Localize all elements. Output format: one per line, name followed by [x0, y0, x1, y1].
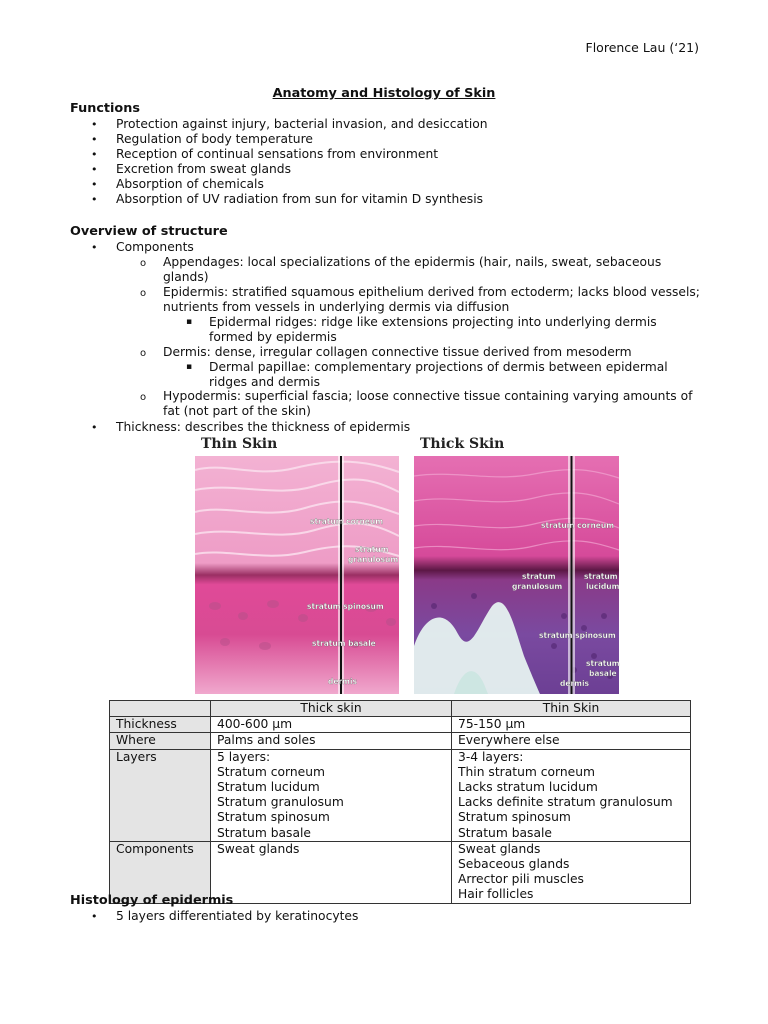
- functions-heading: Functions: [70, 101, 140, 116]
- thick-cell: [211, 749, 452, 841]
- thick-label-spinosum: stratum spinosum: [539, 631, 616, 640]
- document-title: Anatomy and Histology of Skin: [272, 86, 496, 101]
- cell-text: Sweat glands: [458, 841, 541, 856]
- list-item: Reception of continual sensations from environment: [116, 147, 439, 161]
- bullet-glyph: •: [91, 178, 98, 191]
- row-label: Where: [110, 733, 211, 749]
- cell-text: Lacks definite stratum granulosum: [458, 795, 673, 810]
- skin-comparison-table: [109, 700, 691, 904]
- thin-label-corneum: stratum corneum: [310, 517, 384, 526]
- thin-label-dermis: dermis: [328, 677, 358, 686]
- thick-label-basale-1: stratum: [586, 659, 620, 668]
- list-item-cont: fat (not part of the skin): [163, 404, 311, 418]
- thin-label-basale: stratum basale: [312, 639, 376, 648]
- list-item: Thickness: describes the thickness of epidermis: [116, 420, 411, 434]
- row-label: Layers: [110, 749, 211, 841]
- thin-cell: [452, 733, 691, 749]
- cell-text: Hair follicles: [458, 887, 534, 902]
- list-item: Absorption of chemicals: [116, 177, 264, 191]
- cell-text: Stratum basale: [217, 825, 311, 840]
- list-item-cont: formed by epidermis: [209, 330, 337, 344]
- thick-label-dermis: dermis: [560, 679, 590, 688]
- cell-text: Stratum spinosum: [217, 810, 330, 825]
- thick-skin-figure: [414, 436, 628, 696]
- list-item: Dermal papillae: complementary projections of dermis between epidermal: [209, 360, 668, 374]
- cell-text: 5 layers:: [217, 749, 271, 764]
- table-row: [110, 749, 691, 841]
- histology-heading: Histology of epidermis: [70, 893, 234, 908]
- thick-label-granulosum-2: granulosum: [512, 582, 563, 591]
- square-glyph: ▪: [186, 317, 193, 327]
- thick-cell: [211, 717, 452, 733]
- cell-text: Stratum spinosum: [458, 810, 571, 825]
- thick-cell: [211, 841, 452, 903]
- author-header: Florence Lau (‘21): [585, 40, 699, 55]
- thin-label-granulosum-1: stratum: [355, 545, 389, 554]
- cell-text: Sweat glands: [217, 841, 300, 856]
- cell-text: 400-600 µm: [217, 717, 293, 732]
- cell-text: Arrector pili muscles: [458, 872, 584, 887]
- bullet-glyph: •: [91, 133, 98, 146]
- overview-heading: Overview of structure: [70, 224, 228, 239]
- bullet-glyph: •: [91, 241, 98, 254]
- thin-skin-figure: [195, 436, 409, 696]
- thick-skin-micrograph: [414, 456, 628, 694]
- row-label: Components: [110, 841, 211, 903]
- cell-text: Stratum basale: [458, 825, 552, 840]
- table-row: [110, 717, 691, 733]
- thin-cell: [452, 749, 691, 841]
- table-header-thin: Thin Skin: [452, 701, 691, 717]
- list-item: Absorption of UV radiation from sun for vitamin D synthesis: [116, 192, 484, 206]
- table-header-thick: Thick skin: [211, 701, 452, 717]
- square-glyph: ▪: [186, 362, 193, 372]
- cell-text: Stratum granulosum: [217, 795, 344, 810]
- cell-text: 75-150 µm: [458, 717, 526, 732]
- bullet-glyph: •: [91, 163, 98, 176]
- bullet-glyph: •: [91, 148, 98, 161]
- cell-text: Palms and soles: [217, 733, 316, 748]
- list-item: 5 layers differentiated by keratinocytes: [116, 909, 359, 923]
- list-item: Hypodermis: superficial fascia; loose connective tissue containing varying amounts of: [163, 389, 693, 403]
- bullet-glyph: •: [91, 421, 98, 434]
- list-item-cont: ridges and dermis: [209, 375, 321, 389]
- circle-glyph: o: [140, 258, 147, 269]
- list-item-cont: glands): [163, 270, 209, 284]
- thin-label-granulosum-2: granulosum: [348, 555, 399, 564]
- list-item: Appendages: local specializations of the epidermis (hair, nails, sweat, sebaceous: [163, 255, 662, 269]
- thick-label-lucidum-1: stratum: [584, 572, 618, 581]
- thick-label-basale-2: basale: [589, 669, 617, 678]
- row-label: Thickness: [110, 717, 211, 733]
- cell-text: Everywhere else: [458, 733, 560, 748]
- thin-cell: [452, 841, 691, 903]
- list-item: Epidermal ridges: ridge like extensions projecting into underlying dermis: [209, 315, 657, 329]
- cell-text: Stratum lucidum: [217, 780, 320, 795]
- list-item: Regulation of body temperature: [116, 132, 313, 146]
- bullet-glyph: •: [91, 910, 98, 923]
- circle-glyph: o: [140, 288, 147, 299]
- cell-text: Sebaceous glands: [458, 857, 570, 872]
- cell-text: Lacks stratum lucidum: [458, 780, 598, 795]
- thin-cell: [452, 717, 691, 733]
- thick-label-granulosum-1: stratum: [522, 572, 556, 581]
- thick-label-lucidum-2: lucidum: [586, 582, 620, 591]
- list-item: Components: [116, 240, 194, 254]
- table-row: [110, 733, 691, 749]
- thick-cell: [211, 733, 452, 749]
- list-item: Epidermis: stratified squamous epithelium derived from ectoderm; lacks blood vessels;: [163, 285, 700, 299]
- thick-label-corneum: stratum corneum: [541, 521, 615, 530]
- bullet-glyph: •: [91, 193, 98, 206]
- list-item-cont: nutrients from vessels in underlying dermis via diffusion: [163, 300, 510, 314]
- bullet-glyph: •: [91, 118, 98, 131]
- thin-label-spinosum: stratum spinosum: [307, 602, 384, 611]
- list-item: Excretion from sweat glands: [116, 162, 291, 176]
- table-header-row: [110, 701, 691, 717]
- circle-glyph: o: [140, 348, 147, 359]
- thin-skin-micrograph: [195, 456, 409, 694]
- table-header-empty: [110, 701, 211, 717]
- cell-text: 3-4 layers:: [458, 749, 524, 764]
- list-item: Dermis: dense, irregular collagen connective tissue derived from mesoderm: [163, 345, 632, 359]
- circle-glyph: o: [140, 392, 147, 403]
- cell-text: Stratum corneum: [217, 764, 325, 779]
- thick-skin-title: Thick Skin: [420, 436, 505, 452]
- thin-skin-title: Thin Skin: [201, 436, 278, 452]
- cell-text: Thin stratum corneum: [458, 764, 596, 779]
- list-item: Protection against injury, bacterial invasion, and desiccation: [116, 117, 488, 131]
